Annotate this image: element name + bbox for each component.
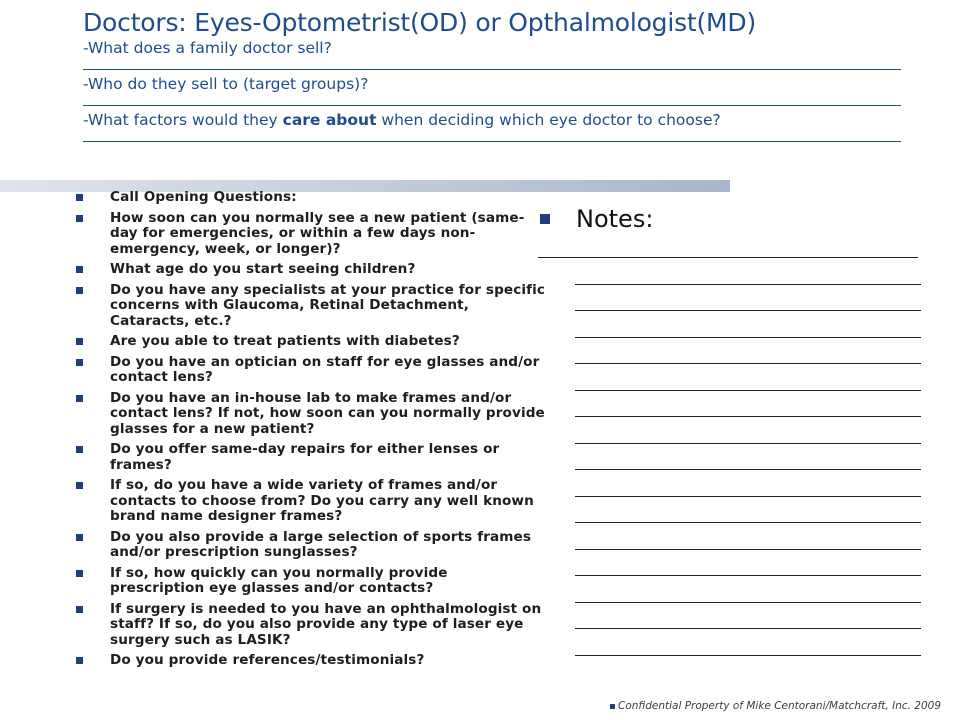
- list-item: [76, 478, 546, 525]
- answer-line-target-groups[interactable]: [83, 104, 901, 106]
- question-text: Do you have an in-house lab to make frames and/or contact lens? If not, how soon can you normally provide glasses for a new patient?: [110, 389, 545, 437]
- question-text: Do you have any specialists at your practice for specific concerns with Glaucoma, Retinal Detachment, Cataracts, etc.?: [110, 281, 546, 329]
- note-line[interactable]: [575, 550, 921, 577]
- answer-line-factors[interactable]: [83, 140, 901, 142]
- list-item: [76, 442, 546, 473]
- list-item: [76, 391, 546, 438]
- list-item: [76, 653, 546, 669]
- notes-heading: [538, 205, 938, 245]
- note-line[interactable]: [575, 311, 921, 338]
- answer-line-sell[interactable]: [83, 68, 901, 70]
- note-line[interactable]: [575, 629, 921, 656]
- footer-note: [610, 700, 941, 712]
- square-bullet-icon: [76, 657, 83, 664]
- list-item: [76, 262, 546, 278]
- note-line[interactable]: [575, 523, 921, 550]
- prompt-target-groups: -Who do they sell to (target groups)?: [83, 75, 369, 93]
- square-bullet-icon: [76, 287, 83, 294]
- note-line[interactable]: [575, 444, 921, 471]
- list-item: [76, 190, 546, 206]
- page-title: Doctors: Eyes-Optometrist(OD) or Opthalmologist(MD): [83, 8, 757, 37]
- note-line[interactable]: [575, 470, 921, 497]
- question-text: Call Opening Questions:: [110, 189, 297, 205]
- square-bullet-icon: [76, 606, 83, 613]
- list-item: [76, 283, 546, 330]
- question-text: If so, do you have a wide variety of frames and/or contacts to choose from? Do you carry any well known brand name designer frames?: [110, 477, 534, 524]
- list-item: [76, 334, 546, 350]
- square-bullet-icon: [76, 194, 83, 201]
- square-bullet-icon: [76, 446, 83, 453]
- note-line[interactable]: [575, 391, 921, 418]
- question-text: Do you provide references/testimonials?: [110, 652, 425, 668]
- notes-section: [538, 205, 938, 656]
- note-line[interactable]: [575, 258, 921, 285]
- list-item: [76, 602, 546, 649]
- question-text: How soon can you normally see a new patient (same-day for emergencies, or within a few days non-emergency, week, or longer)?: [110, 209, 525, 257]
- question-text: What age do you start seeing children?: [110, 261, 416, 277]
- question-text: Do you offer same-day repairs for either lenses or frames?: [110, 441, 500, 473]
- square-bullet-icon: [76, 215, 83, 222]
- header: [83, 8, 933, 146]
- question-text: Are you able to treat patients with diabetes?: [110, 333, 460, 349]
- footer-text: Confidential Property of Mike Centorani/Matchcraft, Inc. 2009: [618, 700, 942, 712]
- square-bullet-icon: [76, 570, 83, 577]
- note-line[interactable]: [575, 497, 921, 524]
- prompt-factors: [83, 110, 933, 130]
- prompt-factors-emphasis: care about: [282, 111, 377, 129]
- notes-label: Notes:: [576, 205, 654, 233]
- square-bullet-icon: [76, 482, 83, 489]
- list-item: [76, 566, 546, 597]
- question-text: If surgery is needed to you have an ophthalmologist on staff? If so, do you also provide any type of laser eye surgery such as LASIK?: [110, 600, 542, 648]
- question-text: Do you also provide a large selection of sports frames and/or prescription sunglasses?: [110, 528, 532, 560]
- prompt-factors-before: -What factors would they: [83, 111, 283, 129]
- note-line[interactable]: [575, 417, 921, 444]
- note-line[interactable]: [538, 245, 918, 258]
- prompt-sell: -What does a family doctor sell?: [83, 39, 332, 57]
- list-item: [76, 211, 546, 258]
- square-bullet-icon: [76, 266, 83, 273]
- note-line[interactable]: [575, 364, 921, 391]
- list-item: [76, 530, 546, 561]
- square-bullet-icon: [76, 534, 83, 541]
- square-bullet-icon: [76, 359, 83, 366]
- question-text: If so, how quickly can you normally provide prescription eye glasses and/or contacts?: [110, 564, 448, 596]
- list-item: [76, 355, 546, 386]
- square-bullet-icon: [76, 338, 83, 345]
- note-line[interactable]: [575, 285, 921, 312]
- square-bullet-icon: [540, 214, 550, 224]
- prompt-factors-after: when deciding which eye doctor to choose?: [376, 111, 721, 129]
- question-text: Do you have an optician on staff for eye glasses and/or contact lens?: [110, 353, 540, 385]
- note-line[interactable]: [575, 338, 921, 365]
- square-bullet-icon: [76, 395, 83, 402]
- note-line[interactable]: [575, 576, 921, 603]
- question-list: [76, 190, 546, 674]
- square-bullet-icon: [610, 704, 615, 709]
- note-line[interactable]: [575, 603, 921, 630]
